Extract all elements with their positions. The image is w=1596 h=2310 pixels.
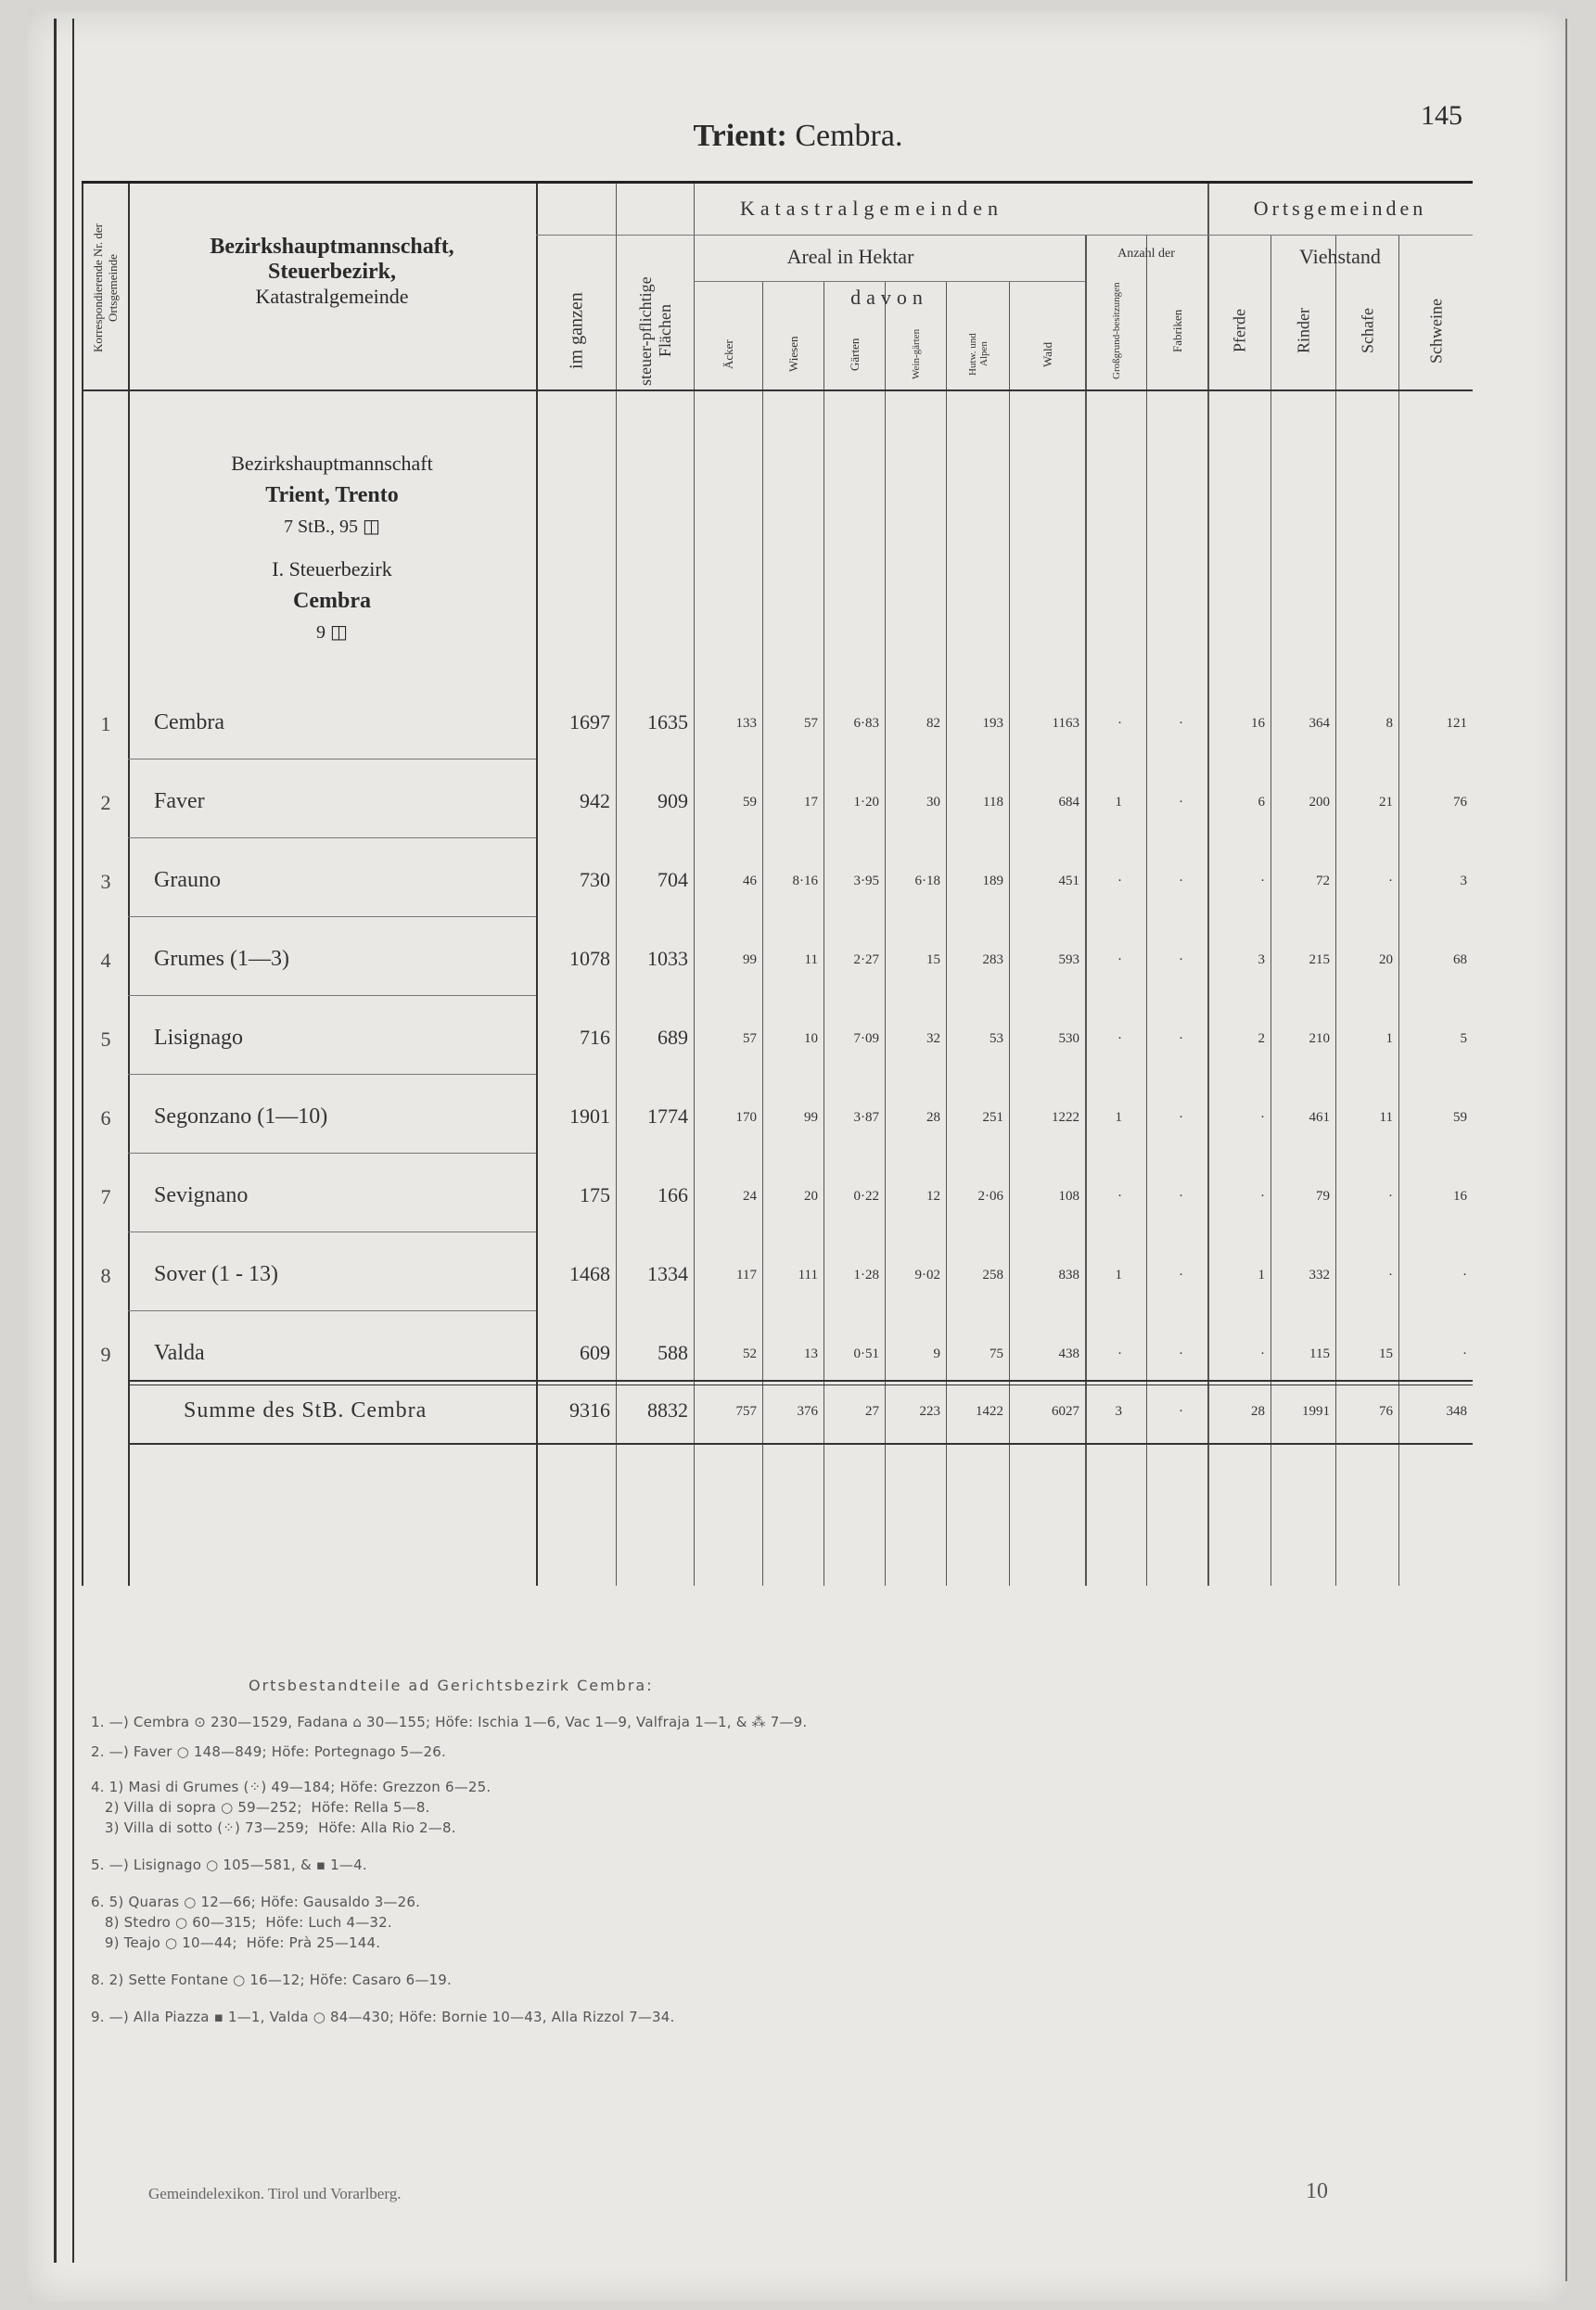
cell-wald: 530 [1058, 1031, 1079, 1046]
sum-fabriken: · [1179, 1404, 1183, 1419]
col-sep [1335, 235, 1336, 1586]
row-number: 4 [100, 949, 111, 972]
cell-wiesen: 99 [804, 1110, 818, 1125]
cell-wald: 451 [1058, 874, 1079, 888]
cell-aecker: 59 [743, 795, 757, 810]
row-number: 2 [100, 791, 111, 814]
col-header-pferde: Pferde [1230, 309, 1249, 353]
col-name-line2: Steuerbezirk, [268, 260, 396, 284]
sum-im-ganzen: 9316 [569, 1398, 610, 1422]
margin-rule-inner [72, 19, 74, 2263]
col-header-schafe: Schafe [1358, 308, 1377, 354]
cell-hutweiden: 53 [990, 1031, 1003, 1046]
cell-rinder: 200 [1309, 795, 1330, 810]
col-sep [1398, 235, 1399, 1586]
cell-steuerpflichtig: 689 [658, 1026, 688, 1049]
cell-grossgrund: · [1117, 1346, 1122, 1361]
col-sep [1085, 235, 1087, 1586]
cell-gaerten: 0·51 [853, 1346, 879, 1361]
group-anzahl: Anzahl der [1117, 247, 1175, 261]
cell-wiesen: 11 [804, 952, 818, 967]
cell-schafe: 11 [1379, 1110, 1393, 1125]
cell-steuerpflichtig: 588 [658, 1341, 688, 1364]
row-line [128, 837, 536, 838]
cell-gaerten: 3·95 [853, 874, 879, 888]
col-header-hutweiden: Hutw. und Alpen [967, 333, 990, 376]
cell-weingaerten: 12 [926, 1189, 940, 1204]
footer-left: Gemeindelexikon. Tirol und Vorarlberg. [148, 2185, 402, 2202]
row-line [128, 995, 536, 996]
sum-rinder: 1991 [1302, 1404, 1330, 1419]
page-title-bold: Trient: [693, 119, 787, 153]
row-name: Segonzano (1—10) [154, 1104, 328, 1129]
note-line: 1. —) Cembra ⊙ 230—1529, Fadana ⌂ 30—155; Höfe: Ischia 1—6, Vac 1—9, Valfraja 1—1, & ⁂ 7—9. [91, 1714, 808, 1730]
cell-grossgrund: · [1117, 1189, 1122, 1204]
sum-grossgrund: 3 [1115, 1404, 1122, 1419]
group-areal: Areal in Hektar [786, 245, 914, 268]
header-line [82, 389, 1473, 391]
cell-pferde: 1 [1258, 1268, 1265, 1283]
cell-grossgrund: 1 [1115, 795, 1122, 810]
cell-rinder: 79 [1316, 1189, 1330, 1204]
note-line: 9) Teajo ○ 10—44; Höfe: Prà 25—144. [91, 1934, 381, 1951]
col-header-aecker: Äcker [721, 339, 735, 369]
cell-grossgrund: · [1117, 1031, 1122, 1046]
cell-rinder: 364 [1309, 716, 1330, 731]
cell-steuerpflichtig: 704 [658, 868, 688, 891]
cell-weingaerten: 6·18 [914, 874, 940, 888]
cell-aecker: 57 [743, 1031, 757, 1046]
margin-rule-outer [54, 19, 57, 2263]
cell-wiesen: 111 [798, 1268, 818, 1283]
row-line [128, 1074, 536, 1075]
cell-schweine: 121 [1446, 716, 1467, 731]
note-line: 9. —) Alla Piazza ▪ 1—1, Valda ○ 84—430; Höfe: Bornie 10—43, Alla Rizzol 7—34. [91, 2009, 675, 2025]
note-line: 6. 5) Quaras ○ 12—66; Höfe: Gausaldo 3—26. [91, 1894, 421, 1910]
intro-line3: 7 StB., 95 ◫ [284, 517, 380, 537]
row-number: 9 [100, 1343, 111, 1366]
cell-pferde: 6 [1258, 795, 1265, 810]
cell-hutweiden: 258 [982, 1268, 1003, 1283]
note-line: 2) Villa di sopra ○ 59—252; Höfe: Rella 5—8. [91, 1799, 430, 1816]
sum-schweine: 348 [1446, 1404, 1467, 1419]
cell-fabriken: · [1179, 1031, 1183, 1046]
cell-wald: 438 [1058, 1346, 1079, 1361]
cell-schweine: · [1462, 1268, 1467, 1283]
cell-gaerten: 0·22 [853, 1189, 879, 1204]
cell-fabriken: · [1179, 952, 1183, 967]
cell-schafe: · [1388, 874, 1393, 888]
cell-weingaerten: 82 [926, 716, 940, 731]
row-line [128, 916, 536, 917]
col-sep [1009, 281, 1010, 1586]
cell-aecker: 133 [735, 716, 757, 731]
col-sep [1270, 235, 1271, 1586]
sum-row-name: Summe des StB. Cembra [184, 1398, 428, 1423]
group-viehstand: Viehstand [1299, 245, 1381, 268]
cell-fabriken: · [1179, 874, 1183, 888]
row-name: Faver [154, 789, 205, 813]
cell-fabriken: · [1179, 1189, 1183, 1204]
cell-weingaerten: 9 [933, 1346, 940, 1361]
row-number: 1 [100, 712, 111, 735]
header-line [694, 281, 1085, 282]
row-number: 7 [100, 1185, 111, 1208]
cell-aecker: 117 [736, 1268, 757, 1283]
col-sep [128, 184, 130, 1586]
cell-aecker: 46 [743, 874, 757, 888]
cell-steuerpflichtig: 909 [658, 789, 688, 812]
cell-aecker: 24 [743, 1189, 757, 1204]
sum-pferde: 28 [1251, 1404, 1265, 1419]
notes-title: Ortsbestandteile ad Gerichtsbezirk Cembra: [249, 1677, 654, 1694]
col-header-wiesen: Wiesen [786, 336, 800, 373]
cell-wiesen: 8·16 [792, 874, 818, 888]
cell-wiesen: 57 [804, 716, 818, 731]
cell-gaerten: 2·27 [853, 952, 879, 967]
sum-rule [128, 1380, 1473, 1382]
col-name-line3: Katastralgemeinde [255, 285, 409, 308]
cell-gaerten: 6·83 [853, 716, 879, 731]
sum-wiesen: 376 [797, 1404, 818, 1419]
cell-wald: 593 [1058, 952, 1079, 967]
sum-steuerpflichtig: 8832 [647, 1398, 688, 1422]
cell-wiesen: 20 [804, 1189, 818, 1204]
right-edge-rule [1565, 19, 1567, 2281]
note-line: 2. —) Faver ○ 148—849; Höfe: Portegnago 5—26. [91, 1743, 446, 1760]
intro-line4: I. Steuerbezirk [272, 557, 392, 581]
cell-im-ganzen: 175 [580, 1183, 610, 1206]
cell-rinder: 332 [1309, 1268, 1330, 1283]
col-header-fabriken: Fabriken [1170, 309, 1184, 353]
cell-fabriken: · [1179, 716, 1183, 731]
cell-schafe: 8 [1385, 716, 1393, 731]
cell-steuerpflichtig: 166 [658, 1183, 688, 1206]
cell-schweine: 68 [1453, 952, 1467, 967]
row-name: Grauno [154, 868, 221, 892]
col-sep [82, 184, 83, 1586]
cell-rinder: 461 [1309, 1110, 1330, 1125]
cell-grossgrund: · [1117, 874, 1122, 888]
note-line: 4. 1) Masi di Grumes (⁘) 49—184; Höfe: Grezzon 6—25. [91, 1779, 492, 1795]
cell-im-ganzen: 609 [580, 1341, 610, 1364]
col-nr-header: Korrespondierende Nr. der Ortsgemeinde [91, 223, 120, 352]
note-line: 3) Villa di sotto (⁘) 73—259; Höfe: Alla Rio 2—8. [91, 1819, 456, 1836]
sum-hutweiden: 1422 [976, 1404, 1003, 1419]
cell-pferde: 16 [1251, 716, 1265, 731]
sum-schafe: 76 [1379, 1404, 1393, 1419]
group-ortsgemeinden: Ortsgemeinden [1253, 197, 1427, 220]
col-header-im-ganzen: im ganzen [566, 292, 587, 370]
cell-fabriken: · [1179, 1110, 1183, 1125]
cell-schweine: 16 [1453, 1189, 1467, 1204]
cell-pferde: · [1260, 1346, 1265, 1361]
row-number: 8 [100, 1264, 111, 1287]
cell-schweine: 59 [1453, 1110, 1467, 1125]
cell-hutweiden: 283 [982, 952, 1003, 967]
col-header-steuerpflichtig: steuer-pflichtige Flächen [636, 276, 674, 386]
row-number: 3 [100, 870, 111, 893]
cell-steuerpflichtig: 1774 [647, 1104, 688, 1128]
cell-schweine: 5 [1460, 1031, 1467, 1046]
cell-pferde: 2 [1258, 1031, 1265, 1046]
col-header-gaerten: Gärten [848, 338, 862, 371]
col-sep [946, 281, 947, 1586]
cell-schweine: 3 [1460, 874, 1467, 888]
cell-aecker: 170 [735, 1110, 757, 1125]
cell-weingaerten: 30 [926, 795, 940, 810]
header-line [536, 235, 1473, 236]
cell-rinder: 115 [1309, 1346, 1330, 1361]
sum-wald: 6027 [1052, 1404, 1079, 1419]
col-name-line1: Bezirkshauptmannschaft, [210, 235, 454, 259]
cell-gaerten: 1·28 [853, 1268, 879, 1283]
cell-schweine: 76 [1453, 795, 1467, 810]
row-name: Cembra [154, 710, 224, 734]
row-name: Lisignago [154, 1026, 243, 1050]
cell-wald: 838 [1058, 1268, 1079, 1283]
cell-pferde: · [1260, 1189, 1265, 1204]
cell-weingaerten: 9·02 [914, 1268, 940, 1283]
cell-fabriken: · [1179, 795, 1183, 810]
row-name: Sover (1 - 13) [154, 1262, 278, 1286]
cell-weingaerten: 28 [926, 1110, 940, 1125]
cell-steuerpflichtig: 1033 [647, 947, 688, 970]
cell-fabriken: · [1179, 1268, 1183, 1283]
row-name: Sevignano [154, 1183, 249, 1207]
cell-pferde: · [1260, 874, 1265, 888]
intro-line1: Bezirkshauptmannschaft [231, 452, 433, 475]
col-sep [762, 281, 763, 1586]
cell-schafe: 15 [1379, 1346, 1393, 1361]
cell-hutweiden: 189 [982, 874, 1003, 888]
note-line: 8. 2) Sette Fontane ○ 16—12; Höfe: Casaro 6—19. [91, 1972, 452, 1988]
group-davon: davon [850, 286, 928, 309]
sum-aecker: 757 [735, 1404, 757, 1419]
cell-im-ganzen: 1697 [569, 710, 610, 734]
cell-rinder: 72 [1316, 874, 1330, 888]
cell-wiesen: 10 [804, 1031, 818, 1046]
row-number: 6 [100, 1106, 111, 1129]
cell-hutweiden: 2·06 [977, 1189, 1003, 1204]
intro-line5: Cembra [293, 589, 371, 613]
row-name: Grumes (1—3) [154, 947, 289, 971]
page-title-place: Cembra. [795, 119, 903, 153]
cell-schafe: 1 [1385, 1031, 1393, 1046]
cell-weingaerten: 32 [926, 1031, 940, 1046]
cell-steuerpflichtig: 1635 [647, 710, 688, 734]
col-header-wald: Wald [1041, 341, 1054, 367]
row-line [128, 1153, 536, 1154]
cell-hutweiden: 118 [983, 795, 1003, 810]
col-sep [885, 281, 886, 1586]
cell-pferde: 3 [1258, 952, 1265, 967]
cell-hutweiden: 75 [990, 1346, 1003, 1361]
cell-schafe: 20 [1379, 952, 1393, 967]
col-sep [1146, 235, 1147, 1586]
sum-bottom-rule [128, 1443, 1473, 1445]
group-katastral: Katastralgemeinden [740, 197, 1003, 220]
intro-block [128, 448, 536, 648]
col-header-schweine: Schweine [1426, 299, 1446, 364]
intro-line6: 9 ◫ [316, 622, 348, 643]
note-line: 8) Stedro ○ 60—315; Höfe: Luch 4—32. [91, 1914, 392, 1931]
cell-hutweiden: 193 [982, 716, 1003, 731]
sum-gaerten: 27 [865, 1404, 879, 1419]
cell-grossgrund: · [1117, 716, 1122, 731]
col-name-header [128, 235, 536, 309]
note-line: 5. —) Lisignago ○ 105—581, & ▪ 1—4. [91, 1857, 367, 1873]
cell-grossgrund: 1 [1115, 1268, 1122, 1283]
cell-gaerten: 3·87 [853, 1110, 879, 1125]
sum-weingaerten: 223 [919, 1404, 940, 1419]
cell-wiesen: 17 [804, 795, 818, 810]
cell-schafe: · [1388, 1189, 1393, 1204]
col-header-rinder: Rinder [1294, 308, 1313, 354]
cell-gaerten: 7·09 [853, 1031, 879, 1046]
cell-im-ganzen: 1078 [569, 947, 610, 970]
cell-aecker: 52 [743, 1346, 757, 1361]
cell-steuerpflichtig: 1334 [647, 1262, 688, 1285]
cell-im-ganzen: 730 [580, 868, 610, 891]
cell-wiesen: 13 [804, 1346, 818, 1361]
cell-schafe: 21 [1379, 795, 1393, 810]
cell-schafe: · [1388, 1268, 1393, 1283]
row-line [128, 1310, 536, 1311]
cell-hutweiden: 251 [982, 1110, 1003, 1125]
cell-aecker: 99 [743, 952, 757, 967]
cell-schweine: · [1462, 1346, 1467, 1361]
row-name: Valda [154, 1341, 205, 1365]
cell-rinder: 210 [1309, 1031, 1330, 1046]
page-number: 145 [1421, 100, 1462, 131]
cell-wald: 108 [1058, 1189, 1079, 1204]
cell-im-ganzen: 942 [580, 789, 610, 812]
cell-wald: 1163 [1052, 716, 1079, 731]
statistics-table [82, 181, 1473, 1586]
cell-wald: 684 [1058, 795, 1079, 810]
row-number: 5 [100, 1027, 111, 1051]
cell-im-ganzen: 1901 [569, 1104, 610, 1128]
cell-wald: 1222 [1052, 1110, 1079, 1125]
cell-grossgrund: 1 [1115, 1110, 1122, 1125]
cell-pferde: · [1260, 1110, 1265, 1125]
cell-im-ganzen: 716 [580, 1026, 610, 1049]
cell-gaerten: 1·20 [853, 795, 879, 810]
cell-grossgrund: · [1117, 952, 1122, 967]
cell-rinder: 215 [1309, 952, 1330, 967]
cell-weingaerten: 15 [926, 952, 940, 967]
page-title [0, 119, 1596, 154]
intro-line2: Trient, Trento [265, 483, 399, 507]
cell-fabriken: · [1179, 1346, 1183, 1361]
col-header-grossgrund: Großgrund-besitzungen [1111, 282, 1122, 380]
col-header-weingaerten: Wein-gärten [911, 328, 922, 380]
cell-im-ganzen: 1468 [569, 1262, 610, 1285]
footer-page-number: 10 [1306, 2179, 1328, 2203]
